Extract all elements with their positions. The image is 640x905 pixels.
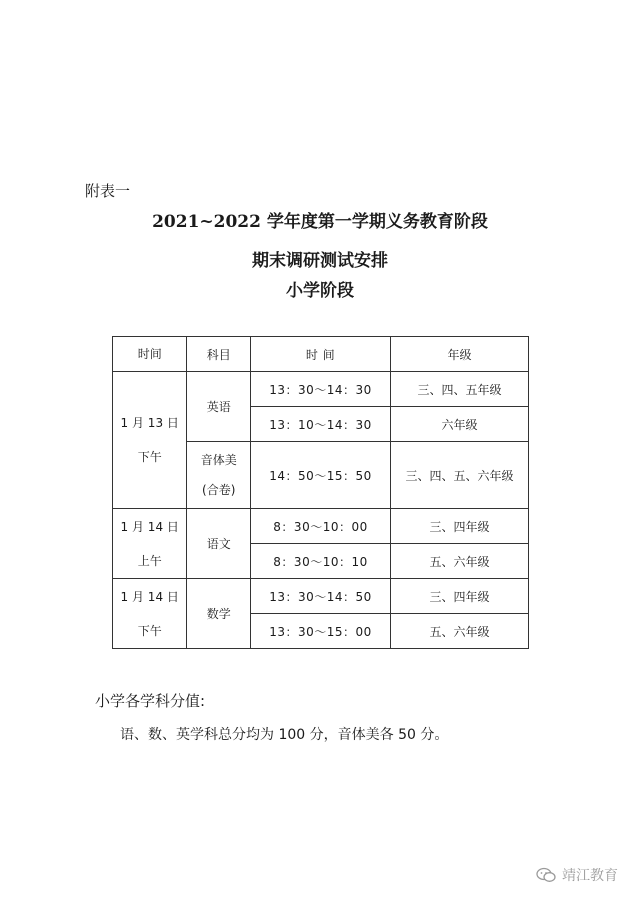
time-cell: 13：30～14：30 [251,372,391,407]
score-section-title: 小学各学科分值: [95,692,206,710]
header-time: 时 间 [251,337,391,372]
time-cell: 14：50～15：50 [251,442,391,509]
period-text: 下午 [137,450,162,464]
header-subject: 科目 [187,337,251,372]
score-section-text: 语、数、英学科总分均为 100 分，音体美各 50 分。 [120,727,449,743]
table-header-row [113,337,529,372]
title-line-3: 小学阶段 [286,281,354,301]
watermark-text: 靖江教育 [562,868,618,884]
wechat-watermark [536,865,618,885]
attachment-label: 附表一 [85,182,131,200]
grade-cell: 三、四年级 [391,509,529,544]
date-cell [113,579,187,649]
period-text: 上午 [137,553,162,568]
time-cell: 13：30～15：00 [251,614,391,649]
header-grade: 年级 [391,337,529,372]
grade-cell: 五、六年级 [391,544,529,579]
wechat-logo-icon [536,867,556,883]
time-cell: 8：30～10：00 [251,509,391,544]
title-line-1: 2021~2022 学年度第一学期义务教育阶段 [152,212,488,232]
grade-cell: 三、四、五年级 [391,372,529,407]
subject-cell [187,442,251,509]
time-cell: 8：30～10：10 [251,544,391,579]
title-line-2: 期末调研测试安排 [252,251,388,271]
grade-cell: 五、六年级 [391,614,529,649]
time-cell: 13：10～14：30 [251,407,391,442]
grade-cell: 三、四、五、六年级 [391,442,529,509]
date-cell [113,509,187,579]
subject-name-line2: (合卷) [202,483,236,497]
subject-cell: 英语 [187,372,251,442]
table-row [113,579,529,614]
header-date: 时间 [113,337,187,372]
date-text: 1 月 14 日 [120,589,179,604]
date-cell [113,372,187,509]
date-text: 1 月 13 日 [120,416,179,430]
subject-name-line1: 音体美 [200,453,237,467]
table-row [113,509,529,544]
grade-cell: 六年级 [391,407,529,442]
table-row [113,372,529,407]
subject-cell: 数学 [187,579,251,649]
date-text: 1 月 14 日 [120,519,179,534]
period-text: 下午 [137,623,162,638]
exam-schedule-table [112,336,529,649]
subject-cell: 语文 [187,509,251,579]
grade-cell: 三、四年级 [391,579,529,614]
time-cell: 13：30～14：50 [251,579,391,614]
